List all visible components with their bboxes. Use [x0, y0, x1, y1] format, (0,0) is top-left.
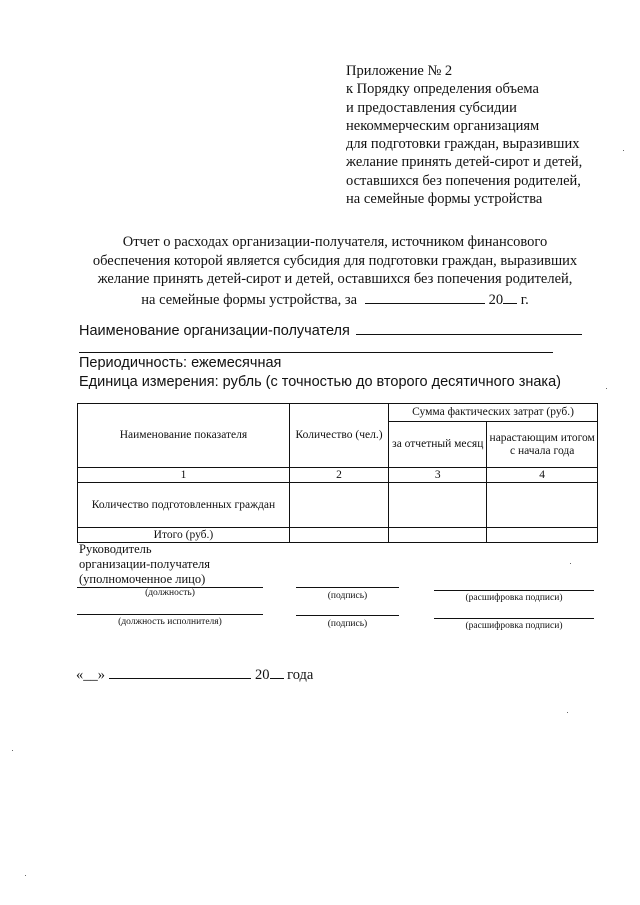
executor-decoding-caption: (расшифровка подписи): [465, 621, 563, 631]
organization-name-blank[interactable]: [356, 320, 582, 335]
title-line: обеспечения которой является субсидия для подготовки граждан, выразивших: [92, 252, 578, 269]
total-quantity-cell[interactable]: [289, 528, 388, 543]
head-line: Руководитель: [79, 542, 152, 556]
appendix-line: Приложение № 2: [346, 63, 453, 79]
date-suffix: года: [287, 667, 314, 683]
head-signature-label: [79, 542, 279, 587]
executor-position-caption: (должность исполнителя): [118, 617, 222, 627]
row-month-cell[interactable]: [389, 483, 487, 528]
scan-speck: [570, 563, 571, 564]
header-costs: Сумма фактических затрат (руб.): [389, 404, 598, 422]
decoding-caption: (расшифровка подписи): [465, 593, 563, 603]
date-line: [76, 664, 313, 684]
executor-position-blank[interactable]: [77, 614, 263, 615]
scan-speck: [12, 750, 13, 751]
organization-name-field: [79, 320, 582, 339]
title-year-suffix: г.: [520, 291, 529, 308]
appendix-line: желание принять детей-сирот и детей,: [346, 154, 583, 171]
header-month: за отчетный месяц: [389, 422, 487, 468]
column-number: 4: [487, 468, 598, 483]
row-cumulative-cell[interactable]: [487, 483, 598, 528]
total-label: Итого (руб.): [78, 528, 290, 543]
header-cumulative: нарастающим итогом с начала года: [487, 422, 598, 468]
head-line: (уполномоченное лицо): [79, 572, 206, 586]
column-number: 1: [78, 468, 290, 483]
appendix-line: для подготовки граждан, выразивших: [346, 136, 580, 153]
title-line-period: [70, 289, 600, 310]
appendix-line: оставшихся без попечения родителей,: [346, 172, 581, 189]
column-number: 3: [389, 468, 487, 483]
row-quantity-cell[interactable]: [289, 483, 388, 528]
date-year-prefix: 20: [255, 667, 270, 683]
executor-decoding-blank[interactable]: [434, 618, 594, 619]
scan-speck: [623, 150, 624, 151]
total-cumulative-cell[interactable]: [487, 528, 598, 543]
appendix-line: некоммерческим организациям: [346, 117, 540, 134]
scan-speck: [567, 712, 568, 713]
decoding-blank[interactable]: [434, 590, 594, 591]
scan-speck: [25, 875, 26, 876]
expense-report-table: [77, 403, 598, 543]
signature-caption: (подпись): [327, 591, 368, 601]
title-year-prefix: 20: [488, 291, 504, 308]
appendix-header: [346, 62, 606, 208]
position-caption: (должность): [145, 588, 195, 598]
title-period-prefix: на семейные формы устройства, за: [141, 291, 358, 308]
period-year-blank[interactable]: [503, 289, 517, 304]
scan-speck: [606, 388, 607, 389]
header-indicator: Наименование показателя: [78, 404, 290, 468]
total-month-cell[interactable]: [389, 528, 487, 543]
date-month-blank[interactable]: [109, 664, 251, 679]
unit-text: Единица измерения: рубль (с точностью до второго десятичного знака): [79, 374, 561, 390]
organization-label: Наименование организации-получателя: [79, 323, 350, 339]
table-row: [78, 483, 598, 528]
row-label: Количество подготовленных граждан: [78, 483, 290, 528]
title-line: Отчет о расходах организации-получателя, источником финансового: [122, 234, 548, 250]
header-quantity: Количество (чел.): [289, 404, 388, 468]
executor-signature-blank[interactable]: [296, 615, 399, 616]
head-line: организации-получателя: [79, 557, 211, 571]
organization-name-second-line[interactable]: [79, 352, 553, 353]
total-row: [78, 528, 598, 543]
column-number: 2: [289, 468, 388, 483]
date-year-blank[interactable]: [270, 665, 284, 679]
period-month-blank[interactable]: [365, 289, 485, 304]
appendix-line: и предоставления субсидии: [346, 99, 517, 116]
appendix-line: на семейные формы устройства: [346, 191, 543, 208]
title-line: желание принять детей-сирот и детей, оставшихся без попечения родителей,: [97, 271, 573, 287]
report-title: [70, 233, 600, 309]
periodicity-text: Периодичность: ежемесячная: [79, 355, 282, 371]
signature-blank[interactable]: [296, 587, 399, 588]
executor-signature-caption: (подпись): [327, 619, 368, 629]
appendix-line: к Порядку определения объема: [346, 81, 539, 98]
date-day: «__»: [76, 667, 105, 683]
